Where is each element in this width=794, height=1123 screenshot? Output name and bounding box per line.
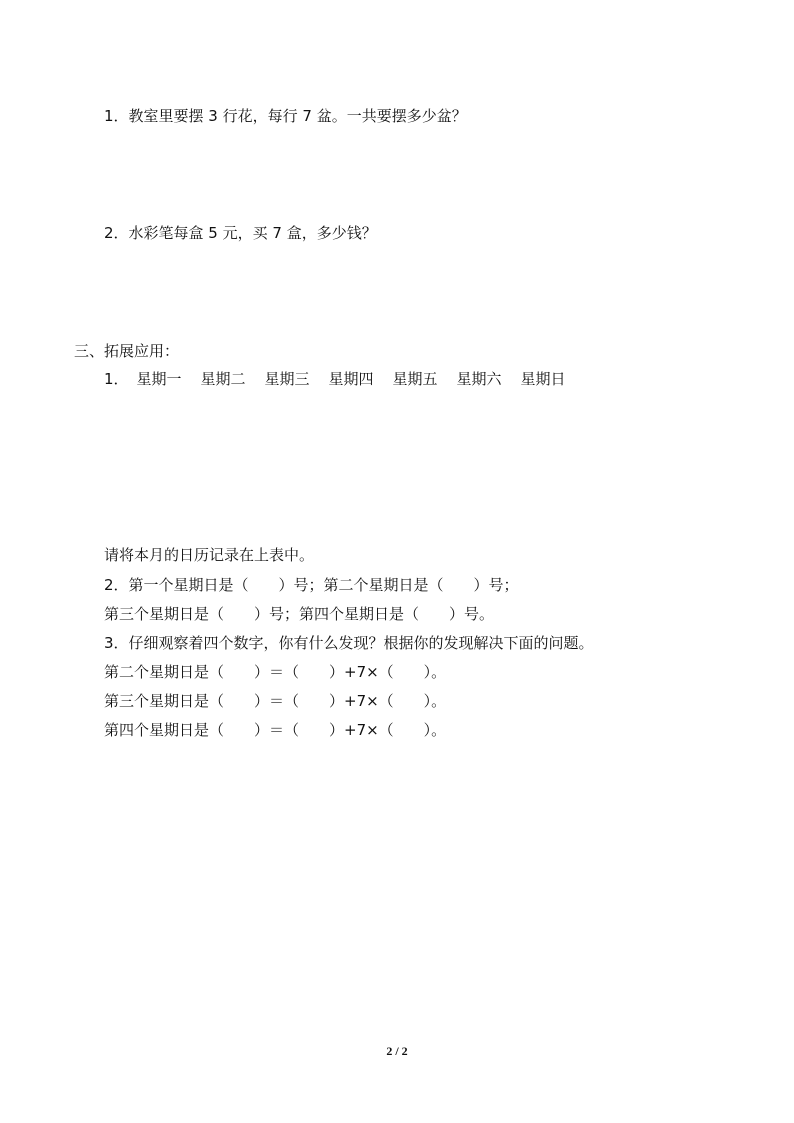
- page-number: 2 / 2: [386, 1044, 408, 1058]
- formula-third-sunday: 第三个星期日是（ ）＝（ ）+7×（ ）。: [104, 692, 447, 710]
- weekday-question-number: 1．: [104, 370, 129, 388]
- question-watercolor-pens: 2．水彩笔每盒 5 元，买 7 盒，多少钱？: [104, 224, 377, 242]
- section3-heading: 三、拓展应用：: [74, 342, 180, 360]
- weekday-sun: 星期日: [520, 370, 566, 388]
- weekday-tue: 星期二: [200, 370, 246, 388]
- weekday-row: [104, 370, 585, 388]
- formula-fourth-sunday: 第四个星期日是（ ）＝（ ）+7×（ ）。: [104, 721, 447, 739]
- weekday-thu: 星期四: [328, 370, 374, 388]
- sunday-question-line1: 2．第一个星期日是（ ）号；第二个星期日是（ ）号；: [104, 576, 519, 594]
- observation-question: 3．仔细观察着四个数字，你有什么发现？根据你的发现解决下面的问题。: [104, 634, 594, 652]
- formula-second-sunday: 第二个星期日是（ ）＝（ ）+7×（ ）。: [104, 663, 447, 681]
- weekday-mon: 星期一: [136, 370, 182, 388]
- sunday-question-line2: 第三个星期日是（ ）号；第四个星期日是（ ）号。: [104, 605, 495, 623]
- calendar-instruction: 请将本月的日历记录在上表中。: [104, 546, 315, 564]
- weekday-fri: 星期五: [392, 370, 438, 388]
- weekday-wed: 星期三: [264, 370, 310, 388]
- question-flowers: 1．教室里要摆 3 行花，每行 7 盆。一共要摆多少盆？: [104, 107, 467, 125]
- weekday-sat: 星期六: [456, 370, 502, 388]
